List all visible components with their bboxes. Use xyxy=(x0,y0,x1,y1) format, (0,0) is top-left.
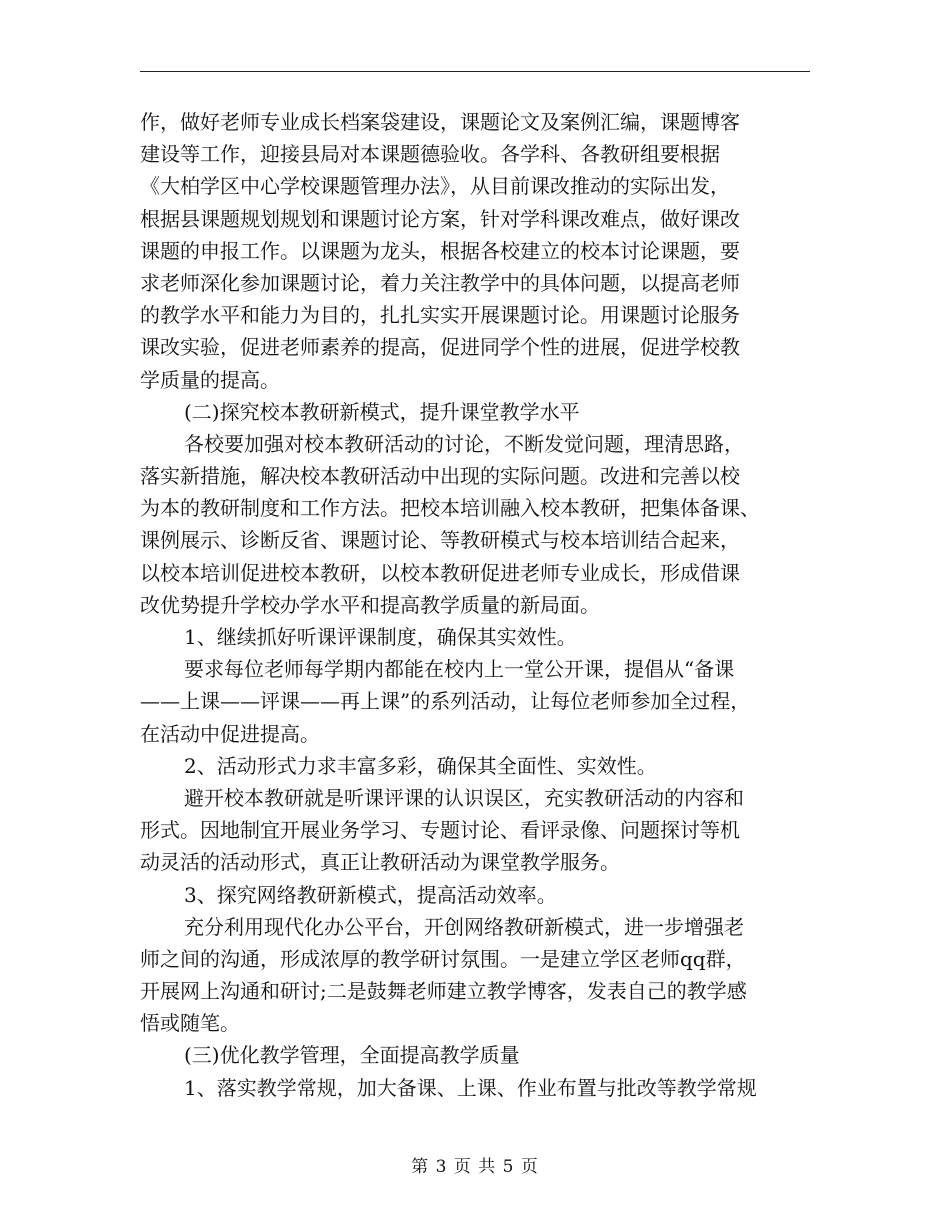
text-line: 形式。因地制宜开展业务学习、专题讨论、看评录像、问题探讨等机 xyxy=(140,818,740,843)
text-line: 建设等工作，迎接县局对本课题德验收。各学科、各教研组要根据 xyxy=(140,142,720,167)
text-line: 要求每位老师每学期内都能在校内上一堂公开课，提倡从“备课 xyxy=(184,657,735,682)
text-line: 开展网上沟通和研讨;二是鼓舞老师建立教学博客，发表自己的教学感 xyxy=(140,979,747,1004)
text-line: 师之间的沟通，形成浓厚的教学研讨氛围。一是建立学区老师qq群， xyxy=(140,946,746,971)
page-footer: 第 3 页 共 5 页 xyxy=(411,1157,539,1177)
text-line: (三)优化教学管理，全面提高教学质量 xyxy=(184,1043,520,1068)
text-line: 避开校本教研就是听课评课的认识误区，充实教研活动的内容和 xyxy=(184,785,744,810)
text-line: 课题的申报工作。以课题为龙头，根据各校建立的校本讨论课题，要 xyxy=(140,238,740,263)
text-line: 为本的教研制度和工作方法。把校本培训融入校本教研，把集体备课、 xyxy=(140,496,760,521)
document-body xyxy=(140,106,812,1104)
text-line: 悟或随笔。 xyxy=(140,1011,240,1036)
text-line: 课改实验，促进老师素养的提高，促进同学个性的进展，促进学校教 xyxy=(140,335,740,360)
text-line: 学质量的提高。 xyxy=(140,367,280,392)
text-line: 3、探究网络教研新模式，提高活动效率。 xyxy=(184,882,557,907)
text-line: 《大柏学区中心学校课题管理办法》，从目前课改推动的实际出发， xyxy=(140,174,730,199)
text-line: 根据县课题规划规划和课题讨论方案，针对学科课改难点，做好课改 xyxy=(140,206,740,231)
text-line: 1、继续抓好听课评课制度，确保其实效性。 xyxy=(184,625,577,649)
text-line: 各校要加强对校本教研活动的讨论，不断发觉问题，理清思路， xyxy=(184,431,744,456)
text-line: 改优势提升学校办学水平和提高教学质量的新局面。 xyxy=(140,592,600,617)
text-line: 2、活动形式力求丰富多彩，确保其全面性、实效性。 xyxy=(184,753,657,778)
text-line: 落实新措施，解决校本教研活动中出现的实际问题。改进和完善以校 xyxy=(140,464,740,489)
text-line: 1、落实教学常规，加大备课、上课、作业布置与批改等教学常规 xyxy=(184,1075,757,1100)
text-line: 充分利用现代化办公平台，开创网络教研新模式，进一步增强老 xyxy=(184,914,744,939)
text-line: 求老师深化参加课题讨论，着力关注教学中的具体问题，以提高老师 xyxy=(140,270,740,295)
text-line: (二)探究校本教研新模式，提升课堂教学水平 xyxy=(184,399,580,424)
text-line: 在活动中促进提高。 xyxy=(140,721,320,746)
header-rule xyxy=(140,71,810,72)
text-line: 动灵活的活动形式，真正让教研活动为课堂教学服务。 xyxy=(140,850,620,875)
text-line: ——上课——评课——再上课”的系列活动，让每位老师参加全过程， xyxy=(140,689,751,714)
text-line: 作，做好老师专业成长档案袋建设，课题论文及案例汇编，课题博客 xyxy=(140,110,740,134)
text-line: 以校本培训促进校本教研，以校本教研促进老师专业成长，形成借课 xyxy=(140,560,740,585)
text-line: 课例展示、诊断反省、课题讨论、等教研模式与校本培训结合起来， xyxy=(140,528,740,553)
text-line: 的教学水平和能力为目的，扎扎实实开展课题讨论。用课题讨论服务 xyxy=(140,303,740,328)
